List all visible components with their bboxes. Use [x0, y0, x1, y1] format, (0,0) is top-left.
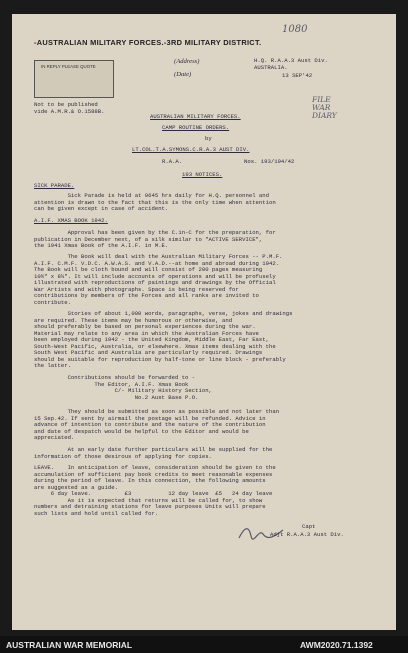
body-line: should be suitable for reproduction by half-tone or line block - preferably [34, 355, 286, 363]
body-line: South West Pacific and Australia are particularly required. Drawings [34, 349, 263, 356]
date-label: (Date) [174, 71, 192, 78]
address-value: H.Q. R.A.A.3 Aust Div. [254, 57, 328, 64]
order-numbers: Nos. 193/194/42 [244, 158, 295, 165]
signature-rank: Capt [302, 523, 316, 530]
body-line: contribute. [34, 298, 71, 306]
body-line: No.2 Aust Base P.O. [34, 393, 199, 401]
document-header: -AUSTRALIAN MILITARY FORCES.-3RD MILITARY DISTRICT. [34, 38, 262, 47]
handwritten-number: 1080 [282, 24, 308, 35]
body-line: such lists and hold until called for. [34, 509, 159, 517]
signature-role: Adjt R.A.A.3 Aust Div. [270, 531, 344, 538]
leave-amounts-line: 6 day leave. £3 12 day leave £5 24 day leave [34, 490, 273, 497]
title-officer: LT.COL.T.A.SYMONS.C.R.A.3 AUST DIV. [132, 146, 250, 153]
handwritten-file-note: FILE WAR DIARY [312, 95, 337, 120]
title-forces: AUSTRALIAN MILITARY FORCES. [150, 113, 241, 120]
body-line: They should be submitted as soon as possible and not later than [34, 408, 280, 415]
reply-box-label: IN REPLY PLEASE QUOTE [41, 64, 96, 69]
body-line: publication in December next, of a silk similar to "ACTIVE SERVICE", [34, 235, 263, 243]
body-line: appreciated. [34, 434, 75, 441]
body-line: illustrated with reproductions of paintings and drawings by the Official [34, 279, 276, 286]
body-line: during the period of leave. In this connection, the following amounts [34, 477, 266, 484]
body-line: As it is expected that returns will be called for, to show [34, 496, 263, 504]
address-value-2: AUSTRALIA. [254, 64, 288, 71]
body-line: Approval has been given by the C.in-C for the preparation, for [34, 229, 276, 236]
leave-paragraph-line: LEAVE. In anticipation of leave, consideration should be given to the [34, 464, 276, 471]
sick-parade-heading: SICK PARADE. [34, 182, 75, 189]
body-line: Material may relate to any area in which the Australian Forces have [34, 329, 259, 337]
archive-reference: AWM2020.71.1392 [300, 640, 373, 650]
body-line: information of those desirous of applying for copies. [34, 452, 212, 460]
body-line: advance of intention to contribute and the nature of the contribution [34, 421, 266, 428]
body-line: 15 Sep.42. If sent by airmail the postage will be refunded. Advice in [34, 414, 266, 422]
vide-reference: vide A.M.R.& O.1588B. [34, 108, 105, 115]
body-line: are suggested as a guide. [34, 483, 118, 491]
not-to-publish: Not to be published [34, 101, 98, 108]
title-orders: CAMP ROUTINE ORDERS. [162, 124, 230, 131]
body-line: attention is drawn to the fact that this is the only time when attention [34, 198, 276, 206]
archive-name: AUSTRALIAN WAR MEMORIAL [6, 640, 133, 650]
body-line: Sick Parade is held at 0645 hrs daily for H.Q. personnel and [34, 192, 269, 199]
body-line: Contributions should be forwarded to - [34, 374, 196, 381]
document-page [12, 14, 396, 630]
body-line: and date of despatch would be helpful to the Editor and would be [34, 427, 249, 435]
body-line: Stories of about 1,000 words, paragraphs, verse, jokes and drawings [34, 310, 293, 317]
title-by: by [205, 135, 212, 142]
body-line: been employed during 1942 - the United Kingdom, Middle East, Far East, [34, 336, 269, 343]
body-line: The Editor, A.I.F. Xmas Book [34, 380, 189, 388]
date-value: 13 SEP'42 [282, 72, 313, 79]
body-line: the latter. [34, 362, 71, 369]
xmas-book-heading: A.I.F. XMAS BOOK 1942. [34, 217, 108, 224]
body-line: can be given except in case of accident. [34, 205, 169, 212]
body-line: are required. These items may be humorous or otherwise, and [34, 316, 233, 324]
body-line: The Book will be cloth bound and will consist of 200 pages measuring [34, 266, 263, 273]
address-label: (Address) [174, 58, 200, 65]
body-line: C/- Military History Section, [34, 387, 212, 394]
body-line: War Artists and with photographs. Space is being reserved for [34, 285, 239, 293]
body-line: 10½" x 8¼". It will include accounts of operations and will be profusely [34, 272, 276, 280]
section-notices: 193 NOTICES. [182, 171, 223, 178]
body-line: should preferably be based on personal experiences during the war. [34, 323, 256, 330]
archive-footer-bar [0, 636, 408, 653]
body-line: contributions by members of the Forces and all ranks are invited to [34, 292, 259, 299]
body-line: the 1941 Xmas Book of the A.I.F. in M.E. [34, 242, 169, 249]
body-line: accumulation of sufficient pay book credits to meet reasonable expenses [34, 470, 273, 478]
body-line: At an early date further particulars will be supplied for the [34, 446, 273, 453]
body-line: The Book will deal with the Australian Military Forces -- P.M.F. [34, 253, 283, 260]
body-line: numbers and detraining stations for leave purposes Units will prepare [34, 503, 266, 510]
body-line: South-West Pacific, Australia, or elsewhere. Xmas items dealing with the [34, 342, 276, 350]
reply-quote-box [34, 60, 114, 98]
body-line: A.I.F. C.M.F. V.D.C. A.W.A.S. and V.A.D.--at home and abroad during 1942. [34, 259, 280, 267]
raa-label: R.A.A. [162, 158, 183, 165]
